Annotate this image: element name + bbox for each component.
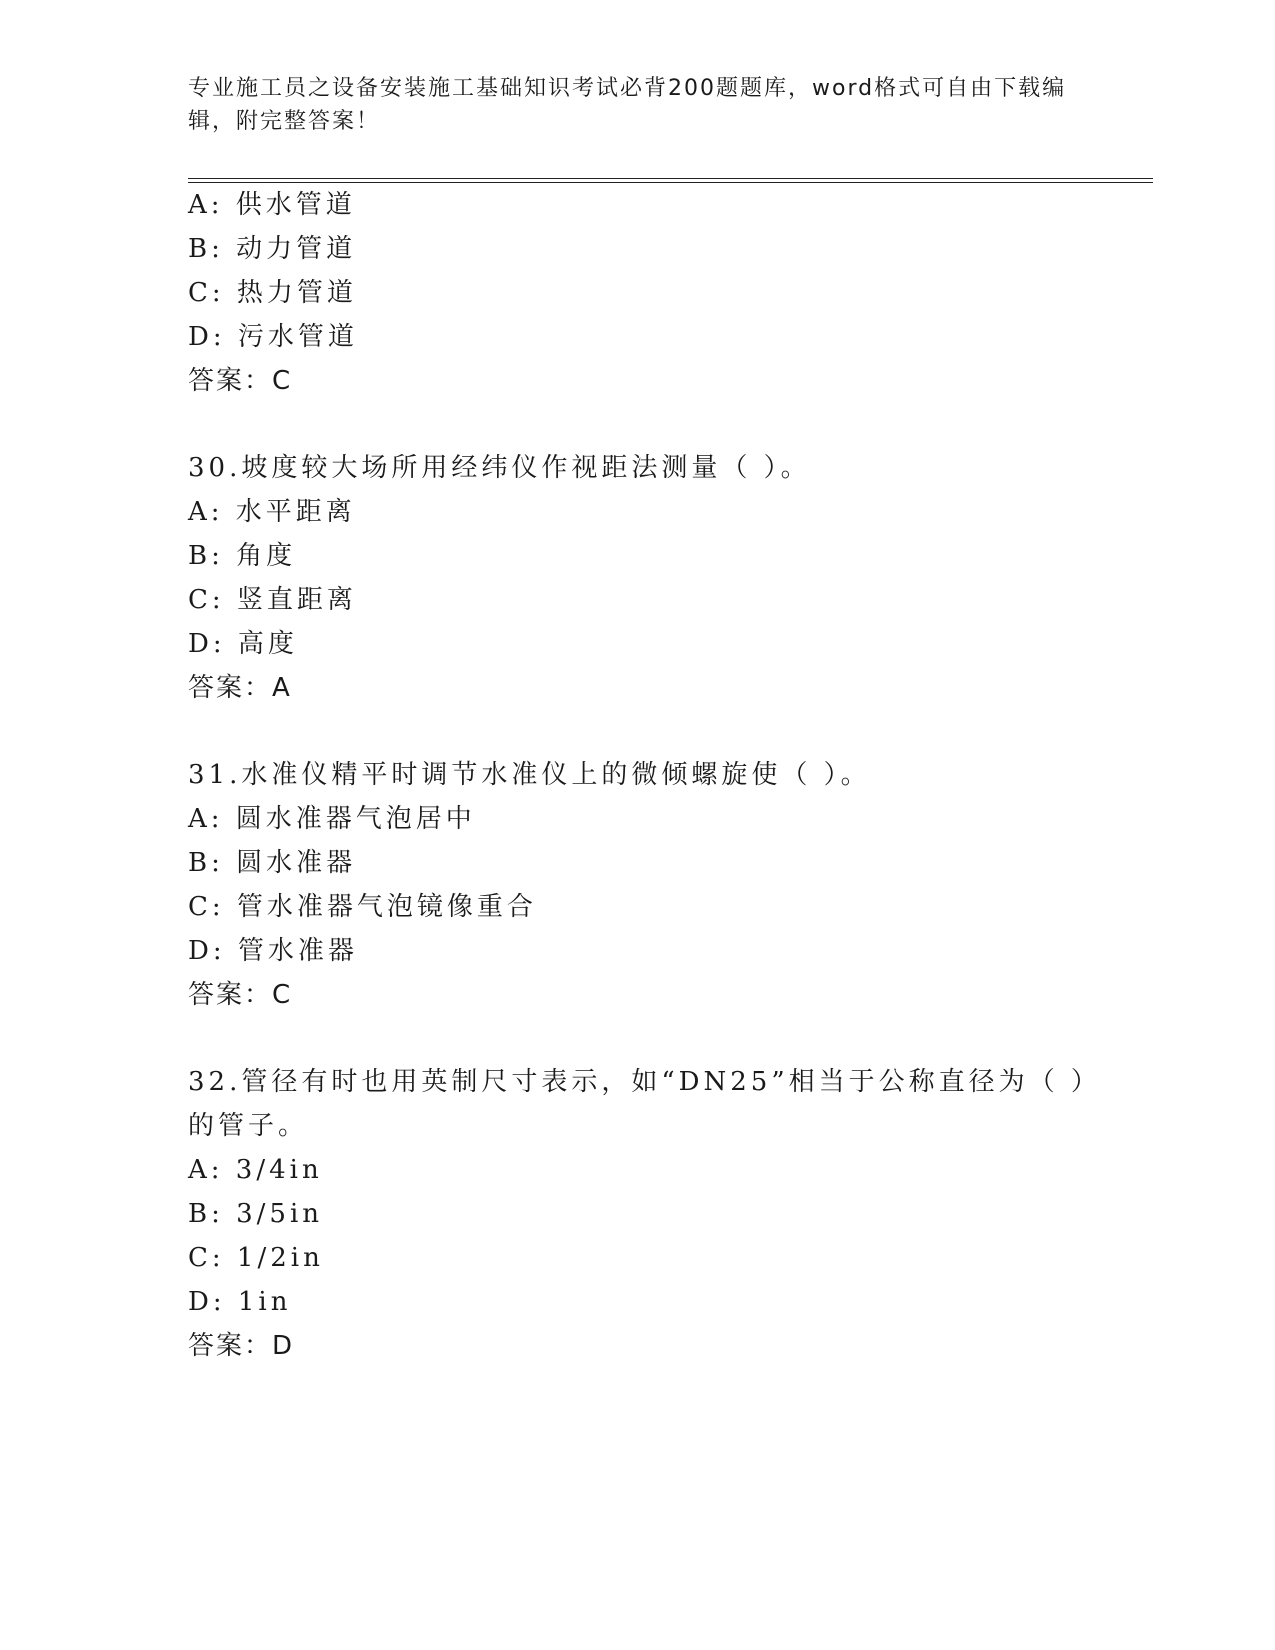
q31-answer: 答案：C [188, 980, 293, 1010]
q32-option-a: A: 3/4in [188, 1155, 323, 1185]
q32-option-c: C: 1/2in [188, 1243, 324, 1273]
q29-option-b: B: 动力管道 [188, 234, 357, 264]
q31-option-c: C: 管水准器气泡镜像重合 [188, 892, 537, 922]
q29-option-c: C: 热力管道 [188, 278, 357, 308]
q32-option-b: B: 3/5in [188, 1199, 324, 1229]
header-divider-bottom [188, 182, 1153, 183]
q30-option-d: D: 高度 [188, 629, 298, 659]
q31-question: 31.水准仪精平时调节水准仪上的微倾螺旋使（ ）。 [188, 760, 871, 790]
header-divider-top [188, 178, 1153, 179]
q31-option-d: D: 管水准器 [188, 936, 358, 966]
q30-option-a: A: 水平距离 [188, 497, 356, 527]
q30-question: 30.坡度较大场所用经纬仪作视距法测量（ ）。 [188, 453, 811, 483]
q29-answer: 答案：C [188, 366, 293, 396]
q32-question-line1: 32.管径有时也用英制尺寸表示，如“DN25”相当于公称直径为（ ） [188, 1067, 1101, 1097]
q30-option-b: B: 角度 [188, 541, 297, 571]
q32-question-line2: 的管子。 [188, 1111, 309, 1141]
q29-option-a: A: 供水管道 [188, 190, 356, 220]
q30-answer: 答案：A [188, 673, 292, 703]
q32-option-d: D: 1in [188, 1287, 292, 1317]
q30-option-c: C: 竖直距离 [188, 585, 357, 615]
q31-option-b: B: 圆水准器 [188, 848, 357, 878]
document-header: 专业施工员之设备安装施工基础知识考试必背200题题库，word格式可自由下载编辑，附完整答案！ [188, 76, 1067, 134]
q29-option-d: D: 污水管道 [188, 322, 358, 352]
q31-option-a: A: 圆水准器气泡居中 [188, 804, 476, 834]
q32-answer: 答案：D [188, 1331, 295, 1361]
